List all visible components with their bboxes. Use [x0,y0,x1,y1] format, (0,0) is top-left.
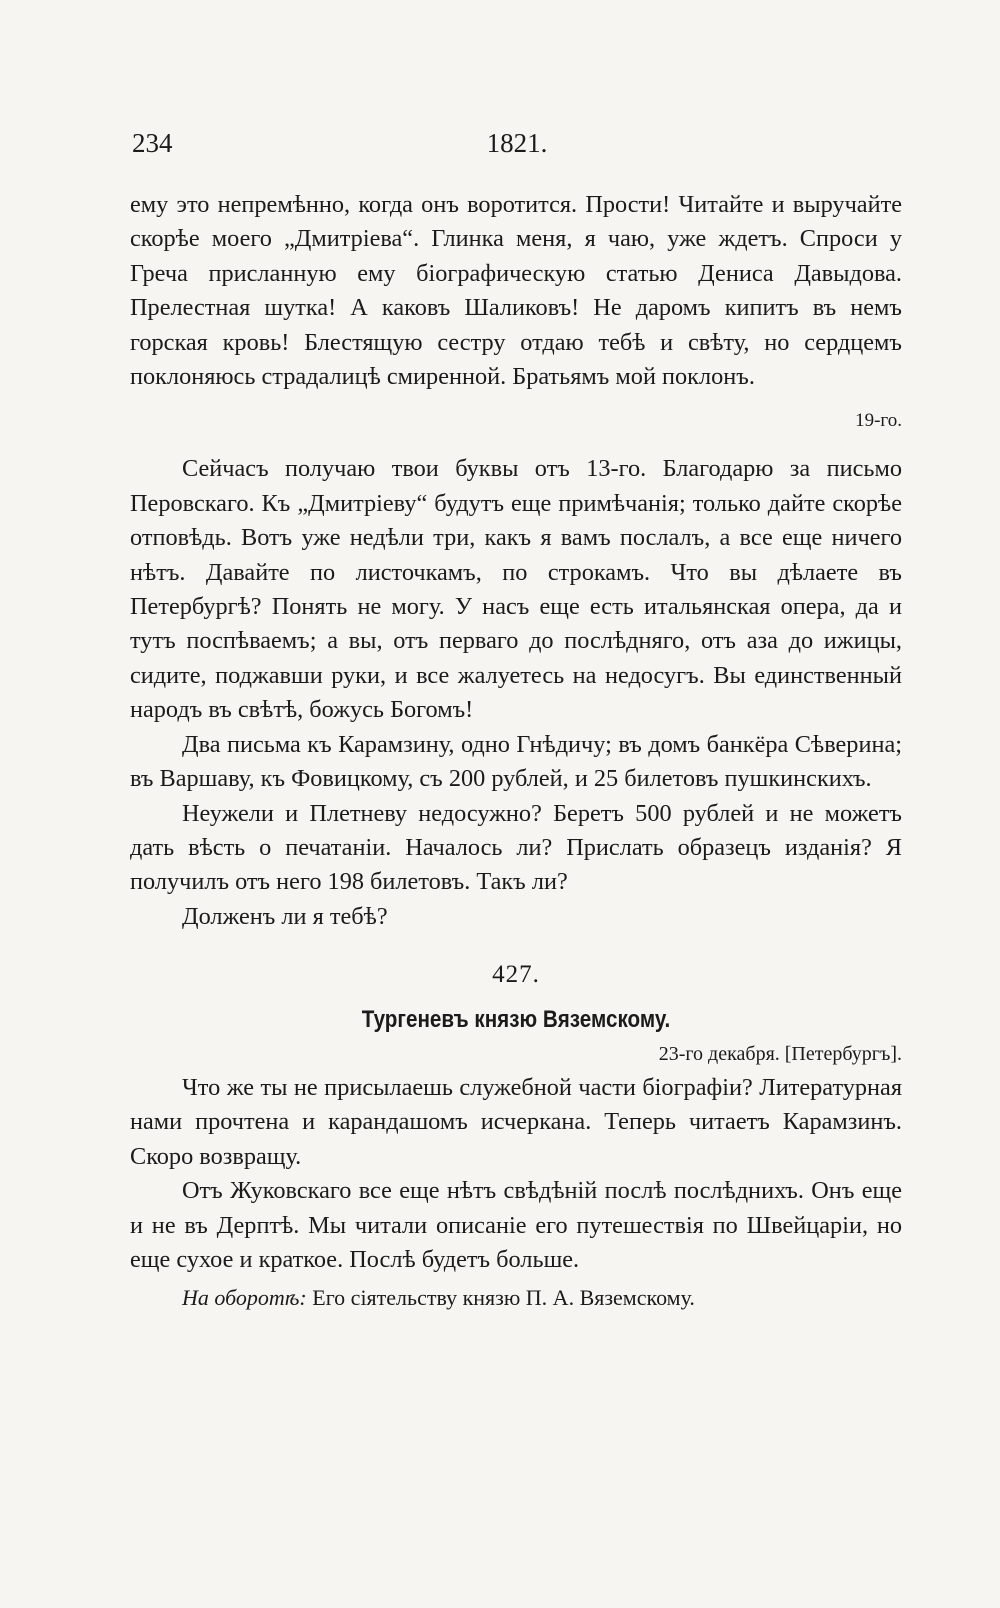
paragraph: Неужели и Плетневу недосужно? Беретъ 500 рублей и не можетъ дать вѣсть о печатаніи. Началось ли? Прислать образецъ изданія? Я получилъ отъ него 198 билетовъ. Такъ ли? [130,799,902,896]
paragraph: Два письма къ Карамзину, одно Гнѣдичу; въ домъ банкёра Сѣверина; въ Варшаву, къ Фовицкому, съ 200 рублей, и 25 билетовъ пушкинскихъ. [130,730,902,793]
running-head [132,128,902,168]
paragraph-continuation: ему это непремѣнно, когда онъ воротится. Прости! Читайте и выручайте скорѣе моего „Дмитріева“. Глинка меня, я чаю, уже ждетъ. Спроси у Греча присланную ему біографическую статью Дениса Давыдова. Прелестная шутка! А каковъ Шаликовъ! Не даромъ кипитъ въ немъ горская кровь! Блестящую сестру отдаю тебѣ и свѣту, но сердцемъ поклоняюсь страдалицѣ смиренной. Братьямъ мой поклонъ. [130,191,902,391]
letter-number: 427. [492,961,540,989]
letter-title: Тургеневъ князю Вяземскому. [361,1005,671,1033]
paragraph: Что же ты не присылаешь служебной части біографіи? Литературная нами прочтена и карандашомъ исчеркана. Теперь читаетъ Карамзинъ. Скоро возвращу. [130,1073,902,1170]
paragraph: Отъ Жуковскаго все еще нѣтъ свѣдѣній послѣ послѣднихъ. Онъ еще и не въ Дерптѣ. Мы читали описаніе его путешествія по Швейцаріи, но еще сухое и краткое. Послѣ будетъ больше. [130,1177,902,1273]
date-line-19: 19-го. [855,410,902,432]
page-number: 234 [132,128,173,158]
running-head-year: 1821. [486,128,548,158]
address-text: Его сіятельству князю П. А. Вяземскому. [306,1285,695,1311]
address-line [130,1281,902,1315]
page-body [130,188,902,1316]
address-label: На оборотѣ: [182,1285,307,1311]
letter-date: 23-го декабря. [Петербургъ]. [658,1042,902,1065]
paragraph: Долженъ ли я тебѣ? [182,902,388,930]
paragraph: Сейчасъ получаю твои буквы отъ 13-го. Благодарю за письмо Перовскаго. Къ „Дмитріеву“ будутъ еще примѣчанія; только дайте скорѣе отповѣдь. Вотъ уже недѣли три, какъ я вамъ послалъ, а все еще ничего нѣтъ. Давайте по листочкамъ, по строкамъ. Что вы дѣлаете въ Петербургѣ? Понять не могу. У насъ еще есть итальянская опера, да и тутъ поспѣваемъ; а вы, отъ перваго до послѣдняго, отъ аза до ижицы, сидите, поджавши руки, и все жалуетесь на недосугъ. Вы единственный народъ въ свѣтѣ, божусь Богомъ! [130,455,902,724]
